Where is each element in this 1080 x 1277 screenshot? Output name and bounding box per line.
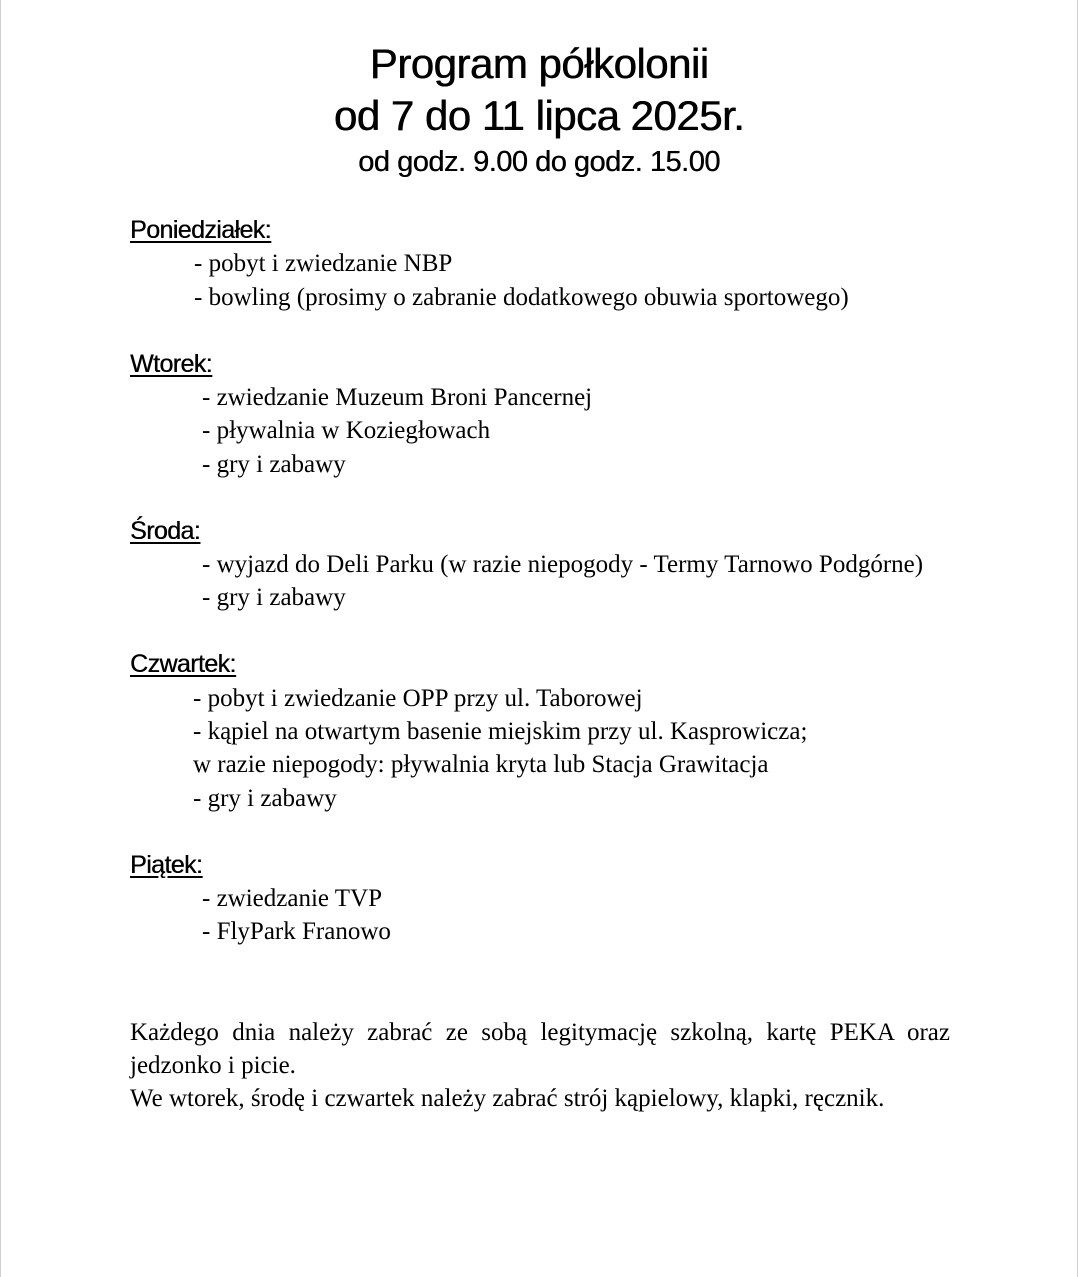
day-heading-tuesday: Wtorek: (130, 349, 212, 378)
day-heading-thursday: Czwartek: (130, 650, 236, 679)
spacer (130, 815, 950, 848)
spacer (130, 949, 950, 1016)
day-section-wednesday (130, 515, 950, 615)
list-item: - zwiedzanie Muzeum Broni Pancernej (202, 384, 593, 412)
day-heading-monday: Poniedziałek: (130, 216, 271, 244)
list-item: - wyjazd do Deli Parku (w razie niepogody - Termy Tarnowo Podgórne) (202, 551, 924, 579)
list-item: - FlyPark Franowo (202, 918, 391, 946)
list-item: - pływalnia w Koziegłowach (202, 417, 491, 445)
list-item: - gry i zabawy (202, 450, 346, 478)
spacer (130, 314, 950, 347)
list-item: w razie niepogody: pływalnia kryta lub Stacja Grawitacja (193, 751, 769, 779)
list-item: - pobyt i zwiedzanie OPP przy ul. Taborowej (193, 684, 643, 712)
list-item: - gry i zabawy (202, 584, 346, 612)
notes-section (130, 1016, 950, 1116)
spacer (130, 481, 950, 514)
list-item: - pobyt i zwiedzanie NBP (194, 250, 453, 278)
list-item: - kąpiel na otwartym basenie miejskim przy ul. Kasprowicza; (193, 718, 808, 746)
day-section-tuesday (130, 348, 950, 482)
day-section-friday (130, 849, 950, 949)
note-daily-items: Każdego dnia należy zabrać ze sobą legitymację szkolną, kartę PEKA oraz jedzonko i picie. (130, 1018, 950, 1080)
schedule-content (130, 214, 950, 1116)
day-heading-friday: Piątek: (130, 850, 203, 879)
list-item: - zwiedzanie TVP (202, 885, 383, 913)
day-section-monday (130, 214, 950, 314)
day-section-thursday (130, 648, 950, 815)
title-line-dates: od 7 do 11 lipca 2025r. (333, 92, 745, 139)
spacer (130, 615, 950, 648)
title-line-program: Program półkolonii (369, 40, 709, 87)
list-item: - gry i zabawy (193, 784, 337, 812)
note-swim-items: We wtorek, środę i czwartek należy zabrać strój kąpielowy, klapki, ręcznik. (130, 1085, 885, 1113)
document-title (1, 38, 1077, 182)
title-line-hours: od godz. 9.00 do godz. 15.00 (358, 146, 720, 178)
list-item: - bowling (prosimy o zabranie dodatkowego obuwia sportowego) (194, 283, 849, 311)
day-heading-wednesday: Środa: (130, 516, 201, 545)
